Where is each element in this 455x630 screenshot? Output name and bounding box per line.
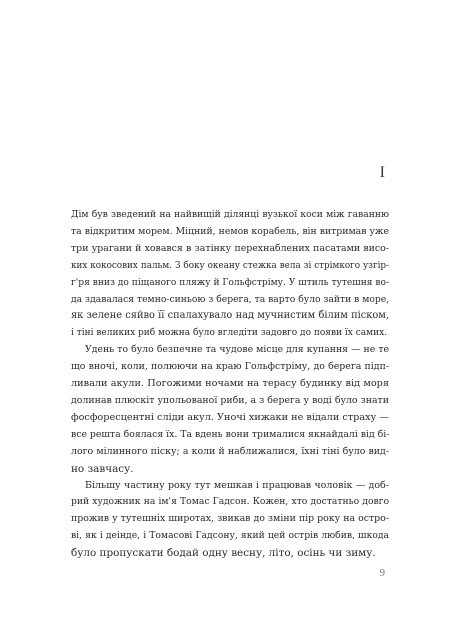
- text-line: ливали акули. Погожими ночами на терасу будинку від моря: [71, 378, 389, 390]
- text-line: ких кокосових пальм. З боку океану стежка вела зі стрімкого узгір-: [71, 260, 389, 271]
- chapter-mark: I: [379, 164, 385, 181]
- text-line: що вночі, коли, полюючи на краю Гольфстріму, до берега підп-: [71, 361, 389, 373]
- text-line: г'ря вниз до піщаного пляжу й Гольфстріму. У штиль тутешня во-: [71, 277, 390, 288]
- text-line: все решта боялася їх. Та вдень вони трималися якнайдалі від бі-: [71, 428, 390, 440]
- paragraph-2: [71, 342, 389, 477]
- text-line: лого мілинного піску; а коли й наближалися, їхні тіні було вид-: [71, 445, 389, 457]
- text-line: Дім був зведений на найвищій ділянці вузької коси між гаванню: [71, 209, 389, 220]
- text-line: фосфоресцентні сліди акул. Уночі хижаки не відали страху —: [71, 411, 390, 423]
- text-line: прожив у тутешніх широтах, звикав до зміни пір року на остро-: [71, 513, 389, 525]
- text-line: і тіні великих риб можна було вгледіти задовго до появи їх самих.: [71, 328, 388, 339]
- text-line: но завчасу.: [71, 462, 134, 475]
- paragraph-3: [71, 478, 389, 563]
- text-line: рий художник на ім'я Томас Гадсон. Кожен, хто достатньо довго: [71, 496, 389, 508]
- text-line: було пропускати бодай одну весну, літо, осінь чи зиму.: [71, 547, 376, 560]
- text-line: як зелене сяйво її спалахувало над мучнистим білим піском,: [71, 310, 389, 322]
- paragraph-1: [71, 207, 389, 342]
- text-line: та відкритим морем. Міцний, немов корабель, він витримав уже: [71, 225, 389, 237]
- text-line: Більшу частину року тут мешкав і працював чоловік — доб-: [85, 479, 389, 491]
- text-line: долинав плюскіт упольованої риби, а з берега у воді було знати: [71, 394, 389, 406]
- page-number: 9: [379, 568, 385, 579]
- text-line: да здавалася темно-синьою з берега, та варто було зайти в море,: [71, 293, 390, 305]
- text-line: три урагани й ховався в затінку перехнаблених пасатами висо-: [71, 242, 389, 254]
- text-line: ві, як і деінде, і Томасові Гадсону, який цей острів любив, шкода: [71, 530, 389, 542]
- text-line: Удень то було безпечне та чудове місце для купання — не те: [85, 344, 389, 356]
- body-text: [71, 207, 389, 562]
